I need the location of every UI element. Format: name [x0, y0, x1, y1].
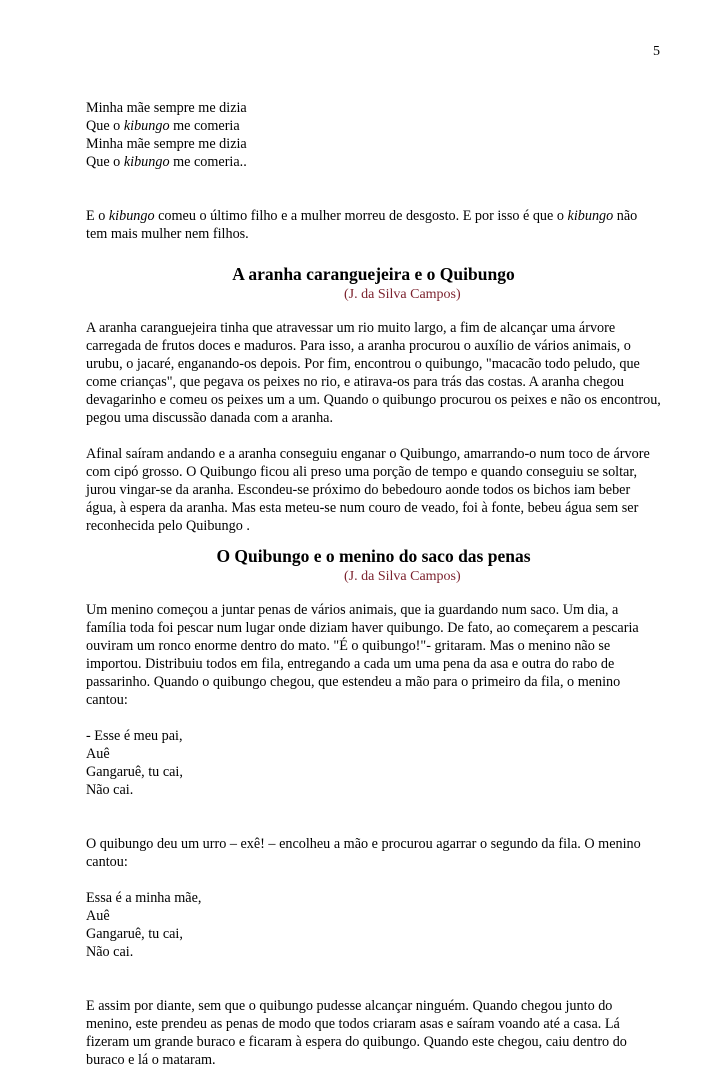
verse-line: Essa é a minha mãe,	[86, 890, 202, 906]
verse-line: Gangaruê, tu cai,	[86, 764, 183, 780]
verse-line: Minha mãe sempre me dizia	[86, 100, 247, 116]
paragraph: Um menino começou a juntar penas de vários animais, que ia guardando num saco. Um dia, a família toda foi pescar num lugar onde diziam haver quibungo. De fato, ao começarem a pescaria ouviram um ronco enorme dentro do mato. "É o quibungo!"- gritaram. Mas o menino não se importou. Distribuiu todos em fila, entregando a cada um uma pena da asa e outra do rabo de passarinho. Quando o quibungo chegou, que estendeu a mão para o primeiro da fila, o menino cantou:	[86, 602, 639, 708]
verse-line: Gangaruê, tu cai,	[86, 926, 183, 942]
verse-line: Auê	[86, 746, 110, 762]
section-author: (J. da Silva Campos)	[344, 569, 461, 584]
verse-line: Que o kibungo me comeria	[86, 118, 240, 134]
page-content	[86, 81, 661, 1087]
verse-line: - Esse é meu pai,	[86, 728, 183, 744]
verse-line: Não cai.	[86, 782, 134, 798]
page-number: 5	[653, 44, 660, 59]
paragraph: E o kibungo comeu o último filho e a mulher morreu de desgosto. E por isso é que o kibungo não tem mais mulher nem filhos.	[86, 208, 638, 242]
paragraph: E assim por diante, sem que o quibungo pudesse alcançar ninguém. Quando chegou junto do menino, este prendeu as penas de modo que todos criaram asas e saíram voando até a casa. Lá fizeram um grande buraco e ficaram à espera do quibungo. Quando este chegou, caiu dentro do buraco e lá o mataram.	[86, 998, 627, 1068]
verse-line: Não cai.	[86, 944, 134, 960]
paragraph: A aranha caranguejeira tinha que atravessar um rio muito largo, a fim de alcançar uma árvore carregada de frutos doces e maduros. Para isso, a aranha procurou o auxílio de vários animais, o urubu, o jacaré, enganando-os depois. Por fim, encontrou o quibungo, "macacão todo peludo, que come crianças", que pegava os peixes no rio, e atirava-os para trás das costas. A aranha chegou devagarinho e comeu os peixes um a um. Quando o quibungo procurou os peixes e não os encontrou, pegou uma discussão danada com a aranha.	[86, 320, 661, 426]
section-author: (J. da Silva Campos)	[344, 287, 461, 302]
verse-line: Que o kibungo me comeria..	[86, 154, 247, 170]
section-title: A aranha caranguejeira e o Quibungo	[232, 264, 515, 284]
verse-line: Minha mãe sempre me dizia	[86, 136, 247, 152]
section-title: O Quibungo e o menino do saco das penas	[216, 546, 531, 566]
paragraph: Afinal saíram andando e a aranha conseguiu enganar o Quibungo, amarrando-o num toco de árvore com cipó grosso. O Quibungo ficou ali preso uma porção de tempo e quando conseguiu se soltar, jurou vingar-se da aranha. Escondeu-se próximo do bebedouro aonde todos os bichos iam beber água, à espera da aranha. Mas esta meteu-se num couro de veado, foi à fonte, bebeu água sem ser reconhecida pelo Quibungo .	[86, 446, 650, 534]
verse-line: Auê	[86, 908, 110, 924]
paragraph: O quibungo deu um urro – exê! – encolheu a mão e procurou agarrar o segundo da fila. O menino cantou:	[86, 836, 641, 870]
